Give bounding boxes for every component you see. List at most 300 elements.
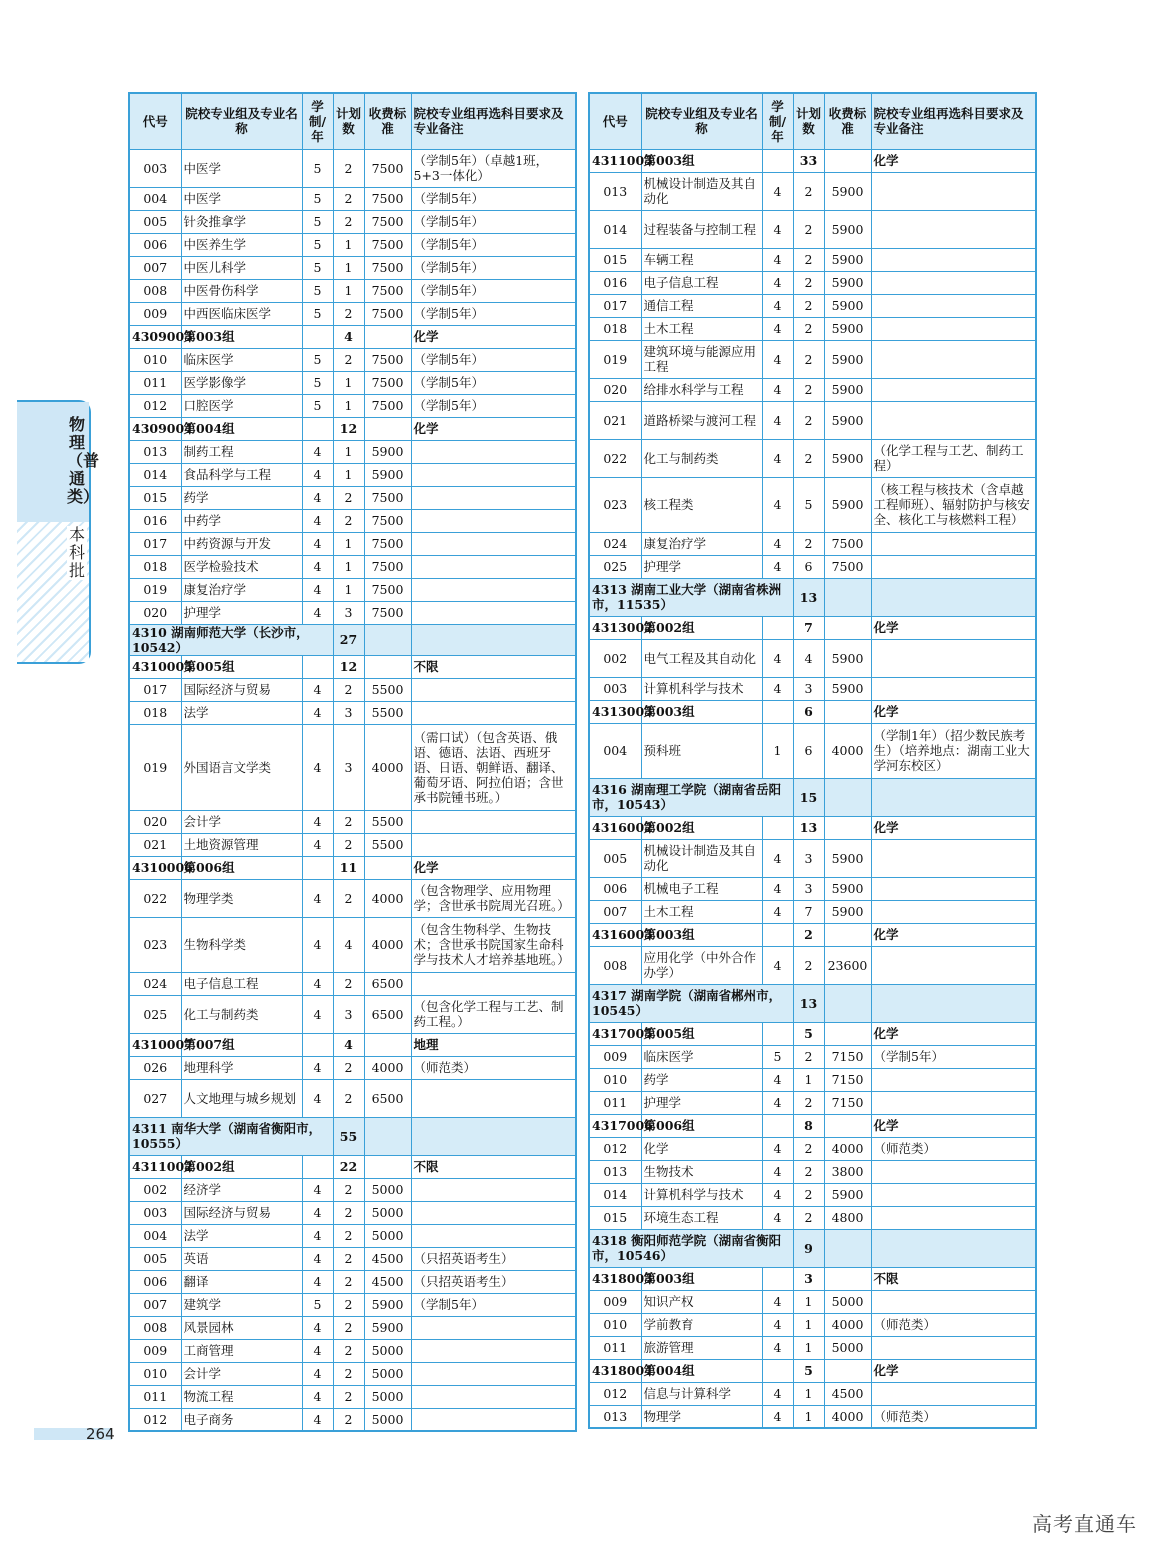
name-cell: 护理学	[641, 1091, 762, 1114]
plan-cell: 2	[793, 248, 824, 271]
major-row	[129, 1247, 576, 1270]
major-row	[129, 371, 576, 394]
note-cell: （学制5年）	[871, 1045, 1036, 1068]
plan-cell: 8	[793, 1114, 824, 1137]
group-row	[589, 1114, 1036, 1137]
fee-cell	[824, 816, 871, 839]
years-cell: 4	[762, 210, 793, 248]
name-cell: 会计学	[181, 810, 302, 833]
years-cell: 4	[302, 1079, 333, 1117]
name-cell: 建筑环境与能源应用工程	[641, 340, 762, 378]
note-cell	[871, 1290, 1036, 1313]
code-cell: 012	[589, 1137, 641, 1160]
name-cell: 人文地理与城乡规划	[181, 1079, 302, 1117]
name-cell: 第004组	[181, 417, 302, 440]
plan-cell: 4	[333, 325, 364, 348]
note-cell: （学制1年）（招少数民族考生）（培养地点：湖南工业大学河东校区）	[871, 723, 1036, 778]
name-cell: 第002组	[181, 1155, 302, 1178]
plan-cell: 2	[333, 1079, 364, 1117]
name-cell: 学前教育	[641, 1313, 762, 1336]
fee-cell: 4500	[824, 1382, 871, 1405]
group-row	[589, 149, 1036, 172]
years-cell: 4	[762, 1382, 793, 1405]
years-cell: 4	[762, 555, 793, 578]
name-cell: 口腔医学	[181, 394, 302, 417]
plan-cell: 1	[333, 578, 364, 601]
years-cell: 4	[302, 879, 333, 917]
years-cell: 1	[762, 723, 793, 778]
code-cell: 017	[589, 294, 641, 317]
fee-cell: 7500	[364, 233, 411, 256]
fee-cell: 7500	[364, 532, 411, 555]
major-row	[129, 532, 576, 555]
empty-cell	[364, 1117, 411, 1155]
code-cell: 4317006	[589, 1114, 641, 1137]
plan-cell: 2	[333, 833, 364, 856]
name-cell: 给排水科学与工程	[641, 378, 762, 401]
major-row	[129, 394, 576, 417]
fee-cell: 5900	[824, 340, 871, 378]
plan-cell: 2	[333, 1362, 364, 1385]
name-cell: 土木工程	[641, 317, 762, 340]
plan-cell: 2	[333, 1247, 364, 1270]
name-cell: 电子信息工程	[641, 271, 762, 294]
name-cell: 预科班	[641, 723, 762, 778]
major-row	[129, 601, 576, 624]
note-cell: （学制5年）（卓越1班，5+3一体化）	[411, 149, 576, 187]
plan-cell: 2	[793, 532, 824, 555]
plan-cell: 12	[333, 655, 364, 678]
name-cell: 第003组	[641, 149, 762, 172]
years-cell: 4	[302, 1201, 333, 1224]
note-cell: 化学	[871, 923, 1036, 946]
years-cell: 4	[302, 1385, 333, 1408]
note-cell	[411, 701, 576, 724]
code-cell: 013	[589, 172, 641, 210]
fee-cell: 5900	[824, 1183, 871, 1206]
code-cell: 008	[589, 946, 641, 984]
years-cell: 4	[302, 555, 333, 578]
years-cell	[302, 325, 333, 348]
plan-cell: 4	[793, 639, 824, 677]
plan-cell: 4	[333, 917, 364, 972]
plan-cell: 3	[793, 839, 824, 877]
plan-cell: 2	[333, 810, 364, 833]
code-cell: 010	[589, 1313, 641, 1336]
fee-cell	[824, 1359, 871, 1382]
plan-cell: 2	[333, 187, 364, 210]
note-cell	[871, 555, 1036, 578]
major-row	[129, 149, 576, 187]
fee-cell: 7500	[364, 371, 411, 394]
major-row	[589, 839, 1036, 877]
plan-cell: 1	[793, 1336, 824, 1359]
fee-cell: 7500	[824, 532, 871, 555]
name-cell: 物理学类	[181, 879, 302, 917]
name-cell: 生物技术	[641, 1160, 762, 1183]
name-cell: 药学	[181, 486, 302, 509]
code-cell: 026	[129, 1056, 181, 1079]
header-years: 学制/年	[302, 93, 333, 149]
note-cell	[871, 210, 1036, 248]
years-cell: 4	[762, 1160, 793, 1183]
years-cell: 4	[762, 1091, 793, 1114]
group-row	[589, 1359, 1036, 1382]
plan-cell: 2	[333, 1408, 364, 1431]
code-cell: 027	[129, 1079, 181, 1117]
right-admissions-table	[588, 92, 1037, 1429]
code-cell: 025	[129, 995, 181, 1033]
years-cell: 5	[302, 210, 333, 233]
years-cell: 4	[762, 1068, 793, 1091]
years-cell: 4	[302, 810, 333, 833]
group-row	[129, 1033, 576, 1056]
years-cell: 4	[762, 532, 793, 555]
fee-cell: 5000	[364, 1362, 411, 1385]
name-cell: 第006组	[641, 1114, 762, 1137]
plan-cell: 2	[333, 1293, 364, 1316]
major-row	[589, 1091, 1036, 1114]
name-cell: 机械设计制造及其自动化	[641, 172, 762, 210]
fee-cell: 5900	[824, 639, 871, 677]
code-cell: 003	[129, 1201, 181, 1224]
note-cell	[411, 1316, 576, 1339]
years-cell: 4	[302, 701, 333, 724]
fee-cell: 5900	[824, 439, 871, 477]
code-cell: 023	[589, 477, 641, 532]
fee-cell	[824, 923, 871, 946]
fee-cell	[824, 700, 871, 723]
name-cell: 第003组	[641, 923, 762, 946]
years-cell: 4	[302, 833, 333, 856]
note-cell	[411, 578, 576, 601]
code-cell: 005	[129, 210, 181, 233]
name-cell: 计算机科学与技术	[641, 1183, 762, 1206]
note-cell	[871, 1336, 1036, 1359]
years-cell	[302, 1033, 333, 1056]
name-cell: 建筑学	[181, 1293, 302, 1316]
years-cell: 5	[302, 394, 333, 417]
fee-cell: 5500	[364, 810, 411, 833]
name-cell: 机械设计制造及其自动化	[641, 839, 762, 877]
code-cell: 013	[129, 440, 181, 463]
empty-cell	[824, 984, 871, 1022]
major-row	[129, 348, 576, 371]
header-name: 院校专业组及专业名称	[641, 93, 762, 149]
code-cell: 009	[589, 1290, 641, 1313]
fee-cell: 4000	[364, 917, 411, 972]
fee-cell: 7500	[364, 601, 411, 624]
code-cell: 012	[589, 1382, 641, 1405]
note-cell: （只招英语考生）	[411, 1270, 576, 1293]
major-row	[129, 879, 576, 917]
code-cell: 016	[589, 271, 641, 294]
years-cell: 5	[302, 149, 333, 187]
fee-cell: 7500	[364, 348, 411, 371]
years-cell: 4	[762, 401, 793, 439]
code-cell: 020	[589, 378, 641, 401]
years-cell: 4	[302, 1224, 333, 1247]
code-cell: 4310005	[129, 655, 181, 678]
code-cell: 004	[589, 723, 641, 778]
name-cell: 外国语言文学类	[181, 724, 302, 810]
plan-cell: 1	[333, 440, 364, 463]
fee-cell: 5900	[824, 877, 871, 900]
code-cell: 4310007	[129, 1033, 181, 1056]
name-cell: 机械电子工程	[641, 877, 762, 900]
fee-cell	[364, 655, 411, 678]
major-row	[129, 1178, 576, 1201]
plan-cell: 2	[793, 439, 824, 477]
note-cell	[411, 509, 576, 532]
plan-cell: 2	[333, 348, 364, 371]
note-cell: 地理	[411, 1033, 576, 1056]
note-cell: （学制5年）	[411, 233, 576, 256]
note-cell	[871, 248, 1036, 271]
name-cell: 国际经济与贸易	[181, 1201, 302, 1224]
note-cell	[871, 294, 1036, 317]
major-row	[129, 917, 576, 972]
plan-cell: 1	[333, 394, 364, 417]
years-cell: 4	[762, 340, 793, 378]
note-cell	[411, 1385, 576, 1408]
name-cell: 第002组	[641, 616, 762, 639]
name-cell: 土地资源管理	[181, 833, 302, 856]
major-row	[589, 639, 1036, 677]
note-cell: （师范类）	[411, 1056, 576, 1079]
university-row	[589, 1229, 1036, 1267]
name-cell: 护理学	[181, 601, 302, 624]
group-row	[589, 1022, 1036, 1045]
plan-cell: 3	[793, 877, 824, 900]
note-cell: （学制5年）	[411, 302, 576, 325]
plan-cell: 3	[333, 601, 364, 624]
page-number: 264	[86, 1425, 115, 1443]
fee-cell	[364, 1155, 411, 1178]
major-row	[589, 1290, 1036, 1313]
major-row	[129, 555, 576, 578]
name-cell: 康复治疗学	[181, 578, 302, 601]
code-cell: 007	[129, 256, 181, 279]
years-cell: 4	[302, 532, 333, 555]
major-row	[129, 701, 576, 724]
university-row	[129, 624, 576, 655]
name-cell: 车辆工程	[641, 248, 762, 271]
major-row	[129, 1056, 576, 1079]
code-cell: 4310006	[129, 856, 181, 879]
code-cell: 013	[589, 1405, 641, 1428]
plan-cell: 13	[793, 984, 824, 1022]
category-label: 物理（普通类）	[67, 415, 100, 506]
name-cell: 环境生态工程	[641, 1206, 762, 1229]
name-cell: 中医儿科学	[181, 256, 302, 279]
plan-cell: 2	[793, 172, 824, 210]
fee-cell	[824, 1022, 871, 1045]
name-cell: 中医养生学	[181, 233, 302, 256]
years-cell: 4	[302, 972, 333, 995]
name-cell: 中药学	[181, 509, 302, 532]
years-cell	[302, 1155, 333, 1178]
major-row	[129, 678, 576, 701]
code-cell: 011	[129, 1385, 181, 1408]
years-cell: 4	[762, 877, 793, 900]
major-row	[589, 401, 1036, 439]
plan-cell: 12	[333, 417, 364, 440]
name-cell: 电子信息工程	[181, 972, 302, 995]
name-cell: 医学影像学	[181, 371, 302, 394]
code-cell: 020	[129, 810, 181, 833]
major-row	[589, 532, 1036, 555]
university-name-cell: 4316 湖南理工学院（湖南省岳阳市，10543）	[589, 778, 793, 816]
note-cell	[871, 1160, 1036, 1183]
name-cell: 第005组	[181, 655, 302, 678]
plan-cell: 7	[793, 900, 824, 923]
code-cell: 023	[129, 917, 181, 972]
code-cell: 019	[129, 578, 181, 601]
plan-cell: 1	[793, 1068, 824, 1091]
note-cell	[411, 1362, 576, 1385]
years-cell: 5	[302, 187, 333, 210]
major-row	[129, 440, 576, 463]
years-cell: 4	[762, 839, 793, 877]
major-row	[589, 271, 1036, 294]
fee-cell: 5900	[364, 1316, 411, 1339]
years-cell: 4	[302, 995, 333, 1033]
fee-cell	[824, 1267, 871, 1290]
plan-cell: 2	[793, 317, 824, 340]
group-row	[129, 655, 576, 678]
name-cell: 第004组	[641, 1359, 762, 1382]
note-cell	[871, 172, 1036, 210]
fee-cell: 4500	[364, 1247, 411, 1270]
header-note: 院校专业组再选科目要求及专业备注	[871, 93, 1036, 149]
years-cell	[762, 1359, 793, 1382]
plan-cell: 2	[793, 1091, 824, 1114]
code-cell: 004	[129, 1224, 181, 1247]
note-cell	[411, 678, 576, 701]
fee-cell: 5500	[364, 701, 411, 724]
name-cell: 英语	[181, 1247, 302, 1270]
major-row	[129, 233, 576, 256]
major-row	[589, 317, 1036, 340]
code-cell: 010	[589, 1068, 641, 1091]
note-cell: 化学	[871, 700, 1036, 723]
group-row	[589, 700, 1036, 723]
note-cell: （包含物理学、应用物理学；含世承书院周光召班。）	[411, 879, 576, 917]
plan-cell: 15	[793, 778, 824, 816]
years-cell	[302, 655, 333, 678]
name-cell: 信息与计算科学	[641, 1382, 762, 1405]
empty-cell	[871, 778, 1036, 816]
fee-cell: 23600	[824, 946, 871, 984]
note-cell: （只招英语考生）	[411, 1247, 576, 1270]
note-cell: 不限	[871, 1267, 1036, 1290]
plan-cell: 4	[333, 1033, 364, 1056]
years-cell: 4	[762, 1183, 793, 1206]
note-cell	[411, 532, 576, 555]
fee-cell: 4000	[364, 724, 411, 810]
fee-cell: 5900	[824, 172, 871, 210]
plan-cell: 5	[793, 477, 824, 532]
note-cell: （包含化学工程与工艺、制药工程。）	[411, 995, 576, 1033]
fee-cell: 4000	[364, 1056, 411, 1079]
major-row	[129, 578, 576, 601]
code-cell: 011	[589, 1336, 641, 1359]
major-row	[129, 279, 576, 302]
empty-cell	[824, 578, 871, 616]
years-cell: 4	[302, 440, 333, 463]
fee-cell: 7150	[824, 1091, 871, 1114]
major-row	[589, 340, 1036, 378]
years-cell: 4	[762, 639, 793, 677]
fee-cell: 5900	[824, 210, 871, 248]
major-row	[589, 294, 1036, 317]
years-cell: 5	[762, 1045, 793, 1068]
years-cell: 4	[302, 601, 333, 624]
note-cell: （学制5年）	[411, 394, 576, 417]
code-cell: 018	[129, 701, 181, 724]
plan-cell: 2	[333, 149, 364, 187]
code-cell: 004	[129, 187, 181, 210]
fee-cell: 5500	[364, 678, 411, 701]
name-cell: 会计学	[181, 1362, 302, 1385]
code-cell: 018	[589, 317, 641, 340]
plan-cell: 27	[333, 624, 364, 655]
years-cell: 4	[302, 578, 333, 601]
fee-cell: 5900	[824, 378, 871, 401]
fee-cell	[364, 325, 411, 348]
note-cell: （师范类）	[871, 1137, 1036, 1160]
years-cell: 4	[762, 248, 793, 271]
code-cell: 011	[129, 371, 181, 394]
name-cell: 中医学	[181, 149, 302, 187]
note-cell	[411, 1408, 576, 1431]
plan-cell: 2	[333, 210, 364, 233]
plan-cell: 2	[793, 1137, 824, 1160]
note-cell	[411, 463, 576, 486]
code-cell: 015	[589, 248, 641, 271]
note-cell: （师范类）	[871, 1405, 1036, 1428]
code-cell: 016	[129, 509, 181, 532]
major-row	[129, 1385, 576, 1408]
years-cell: 5	[302, 233, 333, 256]
code-cell: 018	[129, 555, 181, 578]
plan-cell: 3	[793, 1267, 824, 1290]
name-cell: 知识产权	[641, 1290, 762, 1313]
code-cell: 4318003	[589, 1267, 641, 1290]
name-cell: 电气工程及其自动化	[641, 639, 762, 677]
code-cell: 015	[589, 1206, 641, 1229]
note-cell: 化学	[871, 816, 1036, 839]
major-row	[129, 1079, 576, 1117]
years-cell: 4	[762, 1206, 793, 1229]
plan-cell: 3	[333, 701, 364, 724]
years-cell	[762, 816, 793, 839]
note-cell	[871, 677, 1036, 700]
note-cell	[411, 1201, 576, 1224]
years-cell: 4	[762, 1336, 793, 1359]
code-cell: 025	[589, 555, 641, 578]
code-cell: 007	[129, 1293, 181, 1316]
plan-cell: 2	[793, 401, 824, 439]
note-cell	[871, 1206, 1036, 1229]
years-cell: 4	[302, 1316, 333, 1339]
note-cell	[411, 1079, 576, 1117]
fee-cell: 7500	[364, 555, 411, 578]
code-cell: 006	[589, 877, 641, 900]
fee-cell: 5000	[364, 1224, 411, 1247]
left-admissions-table	[128, 92, 577, 1432]
